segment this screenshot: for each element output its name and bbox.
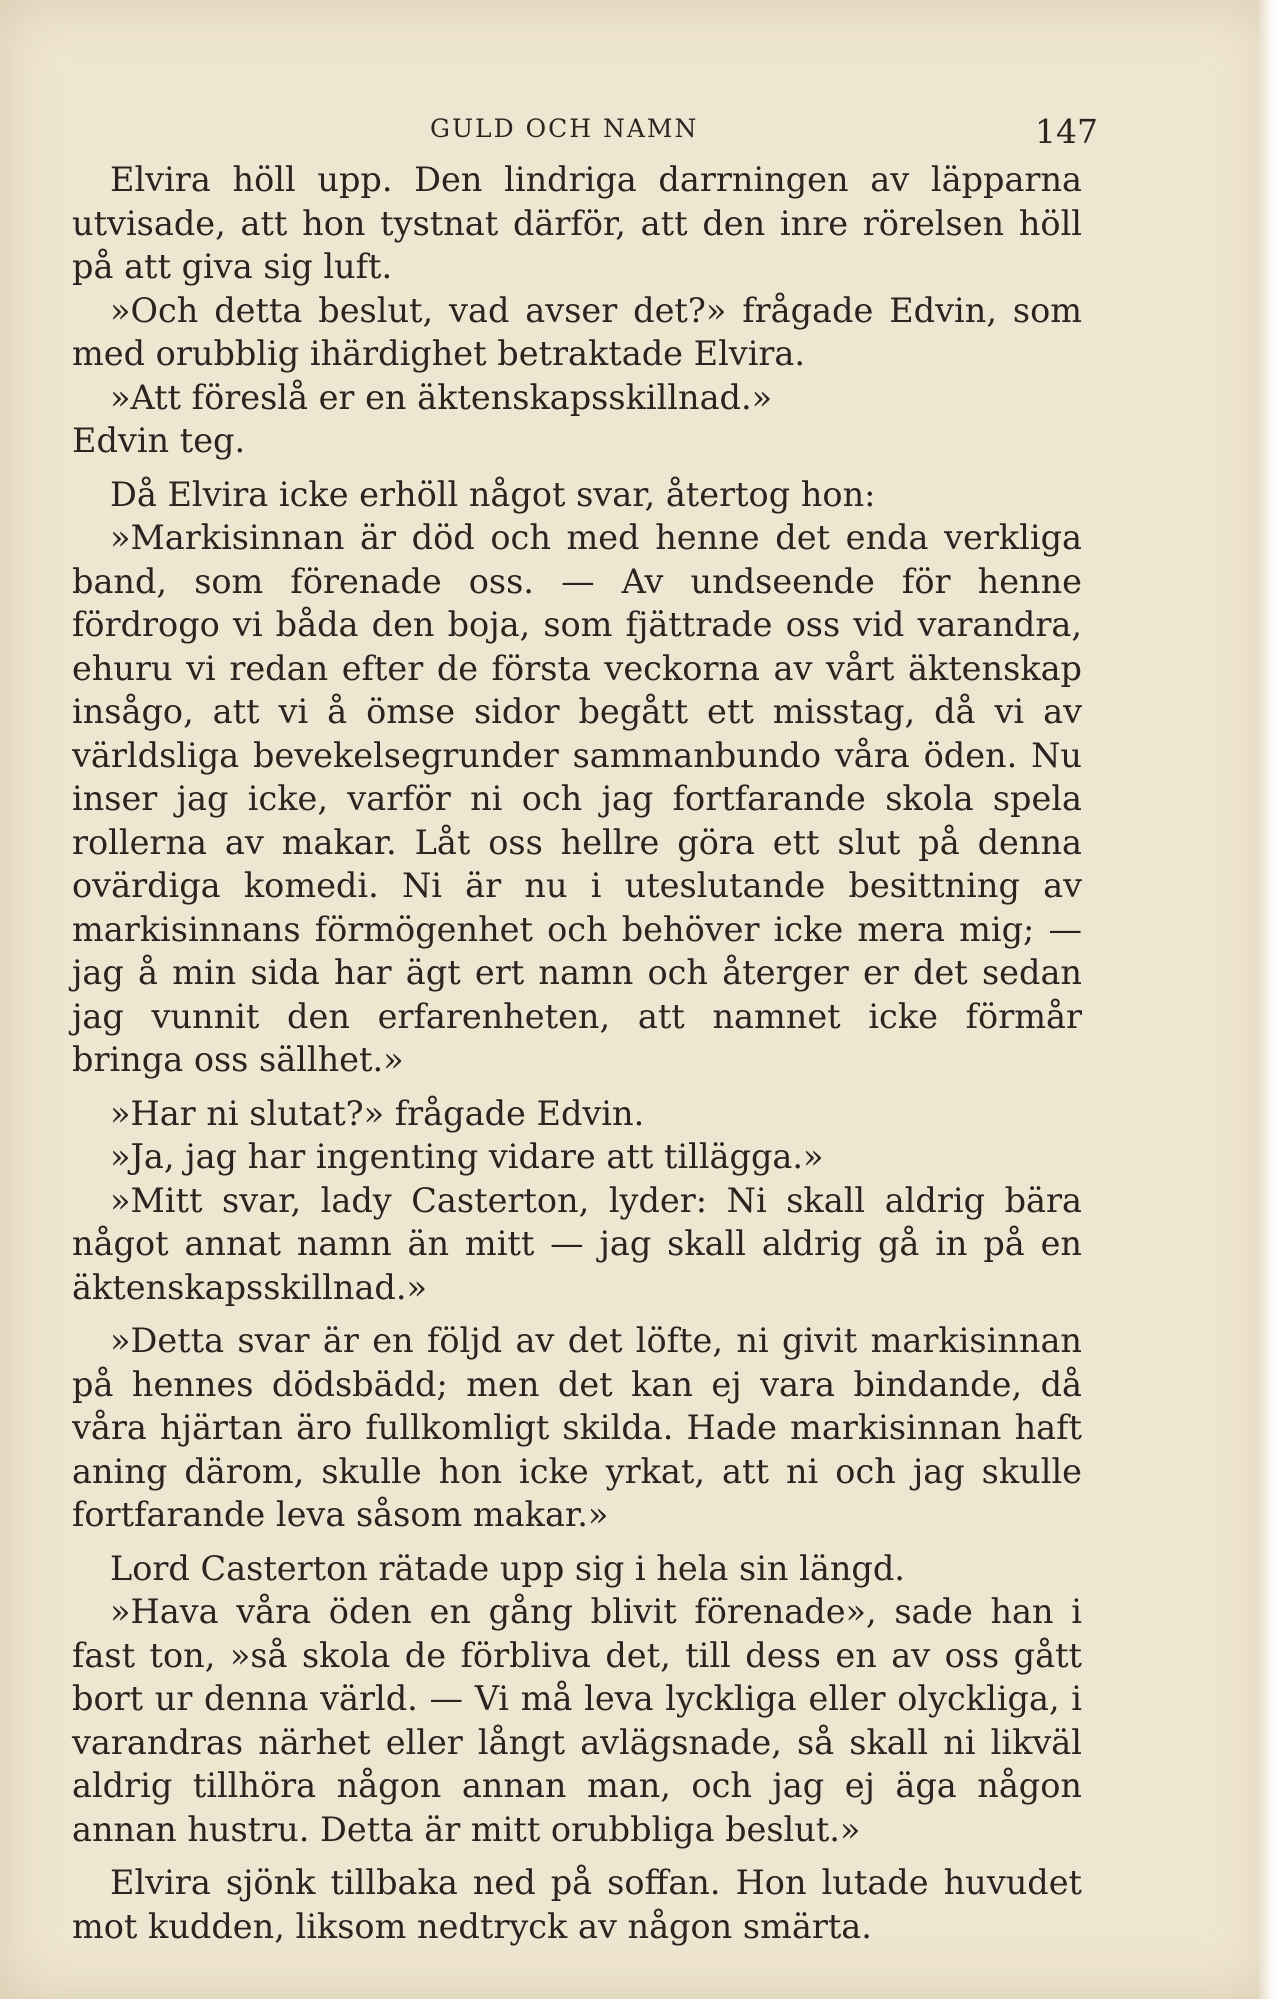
paragraph-12: »Hava våra öden en gång blivit förenade», sade han i fast ton, »så skola de förbliva det, till dess en av oss gått bort ur denna värld. — Vi må leva lyckliga eller olyckliga, i varandras närhet eller långt avlägsnade, så skall ni likväl aldrig tillhöra någon annan man, och jag ej äga någon annan hustru. Detta är mitt orubbliga beslut.»: [72, 1592, 1082, 1849]
paragraph-6: »Markisinnan är död och med henne det enda verkliga band, som förenade oss. — Av undseende för henne fördrogo vi båda den boja, som fjättrade oss vid varandra, ehuru vi redan efter de första veckorna av vårt äktenskap insågo, att vi å ömse sidor begått ett misstag, då vi av världsliga bevekelsegrunder sammanbundo våra öden. Nu inser jag icke, varför ni och jag fortfarande skola spela rollerna av makar. Låt oss hellre göra ett slut på denna ovärdiga komedi. Ni är nu i uteslutande besittning av markisinnans förmögenhet och behöver icke mera mig; — jag å min sida har ägt ert namn och återger er det sedan jag vunnit den erfarenheten, att namnet icke förmår bringa oss sällhet.»: [72, 518, 1082, 1079]
paragraph-9: »Mitt svar, lady Casterton, lyder: Ni skall aldrig bära något annat namn än mitt — jag skall aldrig gå in på en äktenskapsskillnad.»: [72, 1180, 1082, 1307]
paragraph-2: »Och detta beslut, vad avser det?» frågade Edvin, som med orubblig ihärdighet betraktade Elvira.: [72, 290, 1082, 373]
paragraph-4: Edvin teg.: [72, 421, 246, 460]
paragraph-10: »Detta svar är en följd av det löfte, ni givit markisinnan på hennes dödsbädd; men det kan ej vara bindande, då våra hjärtan äro fullkomligt skilda. Hade markisinnan haft aning därom, skulle hon icke yrkat, att ni och jag skulle fortfarande leva såsom makar.»: [72, 1321, 1082, 1534]
paragraph-5: Då Elvira icke erhöll något svar, återtog hon:: [110, 474, 876, 514]
paragraph-3: »Att föreslå er en äktenskapsskillnad.»: [110, 377, 773, 417]
page-edge: [1257, 0, 1275, 1999]
body-text: [72, 158, 1082, 1948]
paragraph-13: Elvira sjönk tillbaka ned på soffan. Hon lutade huvudet mot kudden, liksom nedtryck av någon smärta.: [72, 1863, 1082, 1946]
paragraph-8: »Ja, jag har ingenting vidare att tillägga.»: [110, 1137, 824, 1176]
running-title: GULD OCH NAMN: [430, 114, 699, 143]
running-head: [0, 112, 1275, 152]
paragraph-11: Lord Casterton rätade upp sig i hela sin längd.: [110, 1548, 905, 1588]
page-number: 147: [1035, 112, 1098, 151]
paragraph-7: »Har ni slutat?» frågade Edvin.: [110, 1093, 645, 1133]
paragraph-1: Elvira höll upp. Den lindriga darrningen av läpparna utvisade, att hon tystnat därför, att den inre rörelsen höll på att giva sig luft.: [72, 160, 1082, 286]
